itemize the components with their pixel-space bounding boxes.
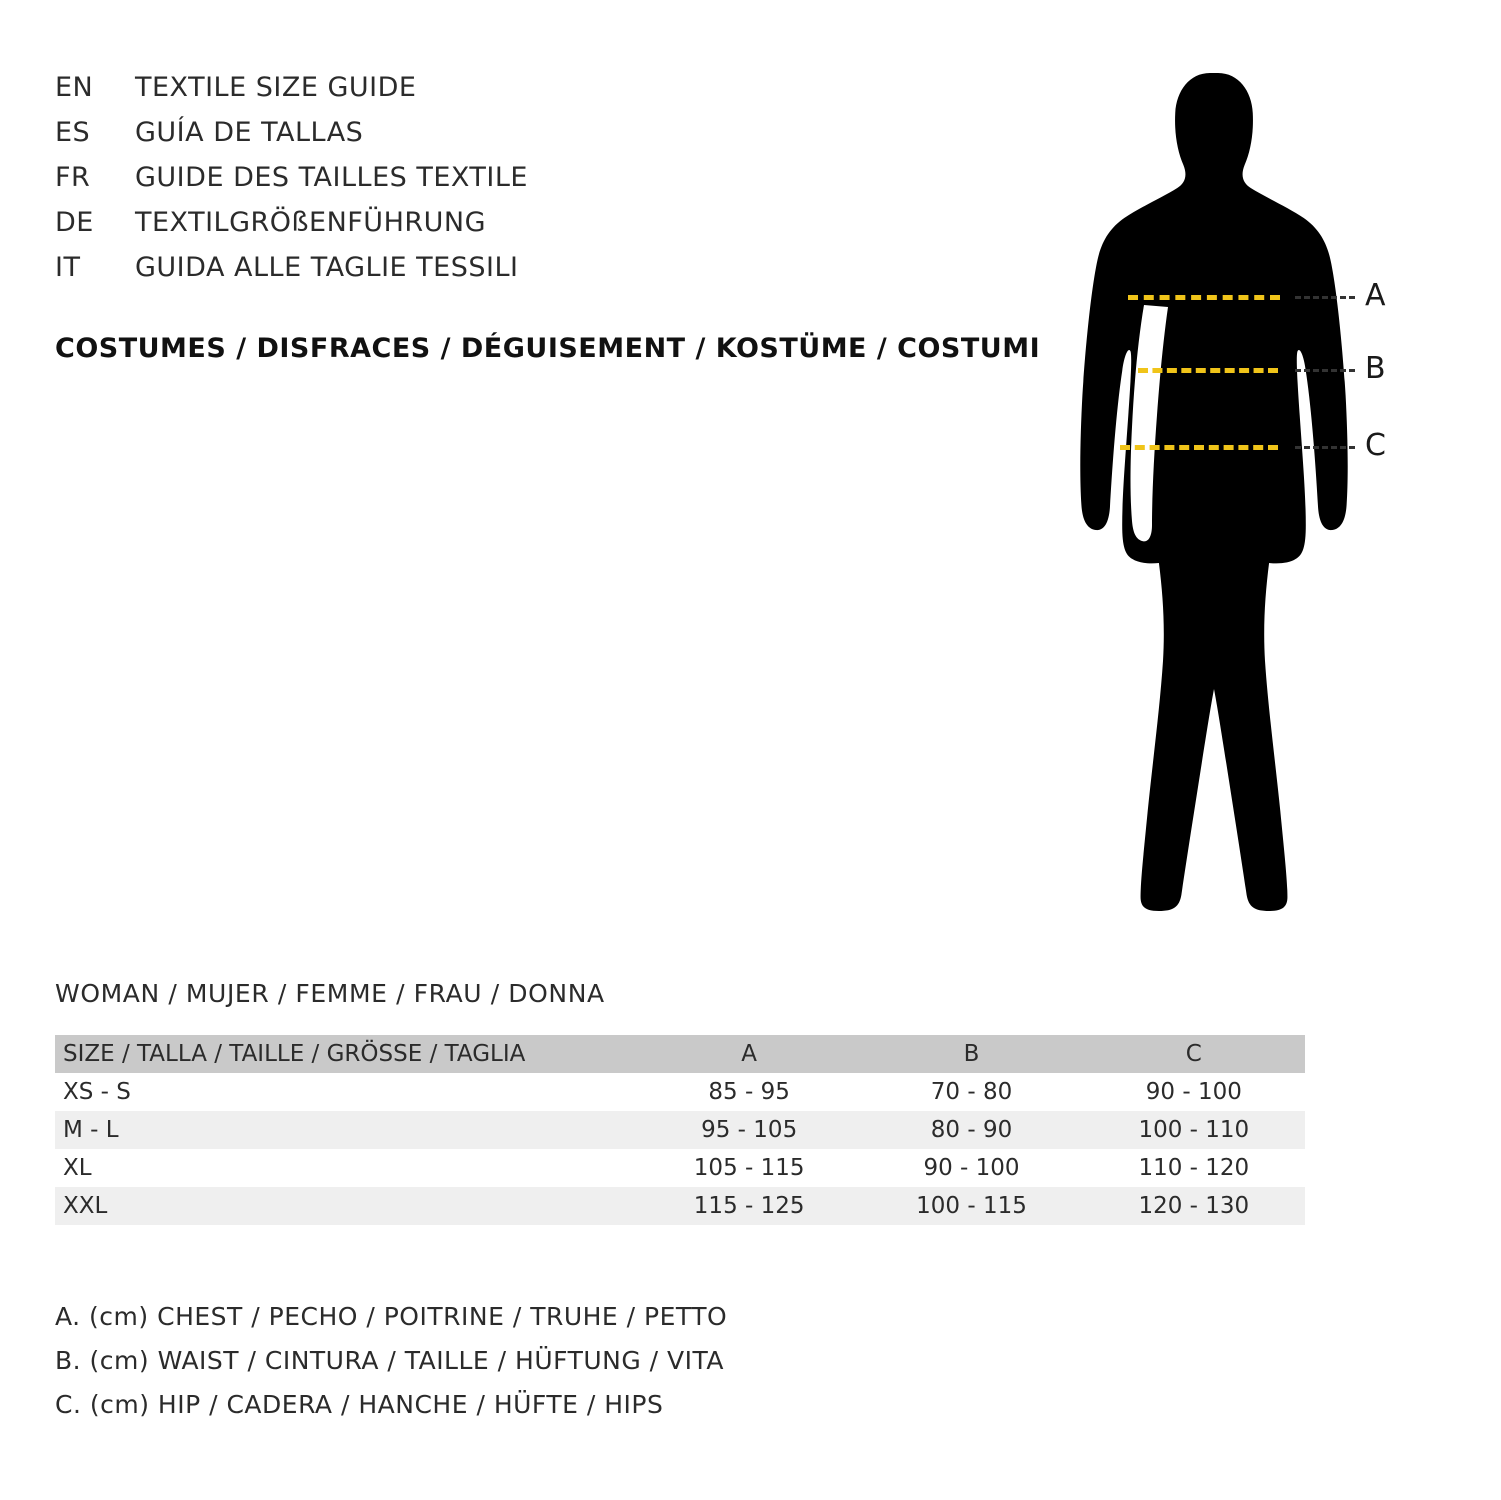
table-row [55, 1073, 1305, 1111]
cell-a: 115 - 125 [693, 1193, 805, 1219]
cell-a: 95 - 105 [701, 1117, 798, 1143]
table-row [55, 1111, 1305, 1149]
table-row [55, 1149, 1305, 1187]
language-row-de [55, 207, 1005, 252]
language-row-fr [55, 162, 1005, 207]
language-row-es [55, 117, 1005, 162]
figure-diagram [1020, 55, 1440, 935]
cell-c: 100 - 110 [1138, 1117, 1250, 1143]
language-row-it [55, 252, 1005, 297]
column-header-a: A [741, 1041, 758, 1067]
table-row [55, 1187, 1305, 1225]
woman-silhouette-icon [1020, 55, 1440, 935]
legend-line-b: B. (cm) WAIST / CINTURA / TAILLE / HÜFTUNG / VITA [55, 1346, 724, 1375]
cell-b: 70 - 80 [930, 1079, 1013, 1105]
table-group-title: WOMAN / MUJER / FEMME / FRAU / DONNA [55, 979, 605, 1008]
hip-leader-line [1295, 446, 1355, 449]
language-code-fr: FR [55, 162, 91, 193]
cell-size: XS - S [63, 1079, 131, 1105]
language-code-en: EN [55, 72, 94, 103]
column-header-b: B [963, 1041, 980, 1067]
cell-c: 120 - 130 [1138, 1193, 1250, 1219]
size-table [55, 1035, 1305, 1225]
language-text-en: TEXTILE SIZE GUIDE [135, 72, 417, 103]
chest-measure-line [1128, 295, 1280, 300]
column-header-size: SIZE / TALLA / TAILLE / GRÖSSE / TAGLIA [63, 1041, 526, 1067]
cell-b: 100 - 115 [916, 1193, 1027, 1219]
cell-size: XXL [63, 1193, 108, 1219]
legend-line-c: C. (cm) HIP / CADERA / HANCHE / HÜFTE / HIPS [55, 1390, 664, 1419]
cell-b: 80 - 90 [930, 1117, 1013, 1143]
cell-c: 90 - 100 [1145, 1079, 1242, 1105]
waist-measure-line [1138, 368, 1278, 373]
table-header-row [55, 1035, 1305, 1073]
costumes-subtitle: COSTUMES / DISFRACES / DÉGUISEMENT / KOSTÜME / COSTUMI [55, 333, 1041, 364]
language-code-de: DE [55, 207, 94, 238]
cell-size: M - L [63, 1117, 119, 1143]
legend-line-a: A. (cm) CHEST / PECHO / POITRINE / TRUHE / PETTO [55, 1302, 728, 1331]
language-text-it: GUIDA ALLE TAGLIE TESSILI [135, 252, 519, 283]
cell-a: 105 - 115 [693, 1155, 805, 1181]
cell-c: 110 - 120 [1138, 1155, 1250, 1181]
hip-measure-line [1120, 445, 1278, 450]
language-text-es: GUÍA DE TALLAS [135, 117, 364, 148]
measure-label-a: A [1365, 278, 1386, 313]
language-text-de: TEXTILGRÖßENFÜHRUNG [135, 207, 487, 238]
cell-b: 90 - 100 [923, 1155, 1020, 1181]
language-text-fr: GUIDE DES TAILLES TEXTILE [135, 162, 528, 193]
measure-label-c: C [1365, 428, 1386, 463]
language-list [55, 72, 1005, 297]
measurement-legend [55, 1295, 727, 1427]
measure-label-b: B [1365, 351, 1386, 386]
cell-a: 85 - 95 [708, 1079, 790, 1105]
column-header-c: C [1185, 1041, 1202, 1067]
language-code-es: ES [55, 117, 91, 148]
language-code-it: IT [55, 252, 81, 283]
language-row-en [55, 72, 1005, 117]
waist-leader-line [1295, 369, 1355, 372]
cell-size: XL [63, 1155, 92, 1181]
chest-leader-line [1295, 296, 1355, 299]
